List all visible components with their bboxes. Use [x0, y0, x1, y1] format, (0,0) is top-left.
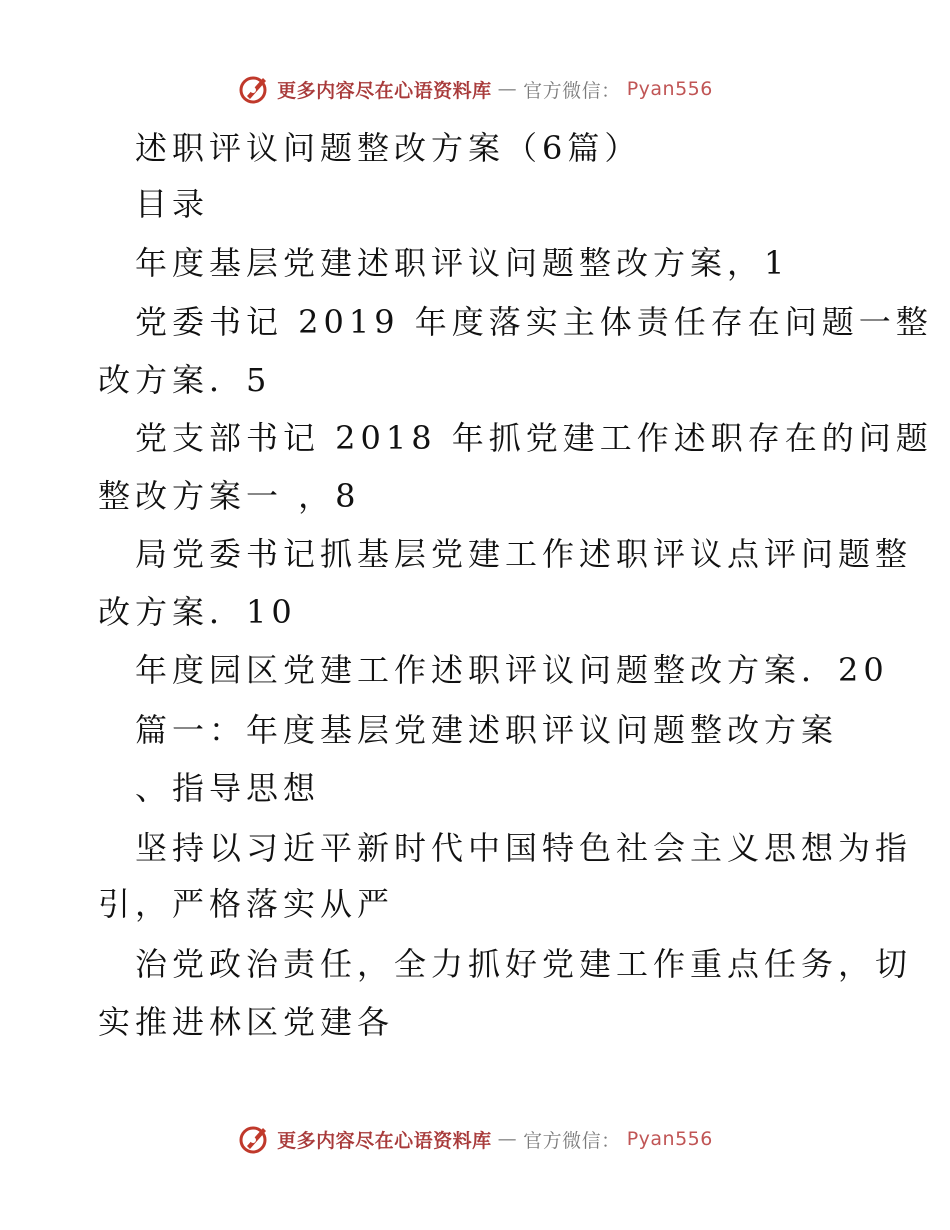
- watermark-wechat: Pyan556: [626, 78, 713, 100]
- watermark-label: 官方微信：: [523, 1129, 621, 1152]
- subheading: 、指导思想: [135, 769, 321, 807]
- watermark-wechat: Pyan556: [626, 1128, 713, 1150]
- document-title: 述职评议问题整改方案（6篇）: [135, 129, 642, 167]
- toc-heading: 目录: [135, 185, 210, 223]
- toc-entry-4: 局党委书记抓基层党建工作述职评议点评问题整: [135, 535, 913, 573]
- watermark-dash: —: [497, 1128, 518, 1150]
- watermark-dash: —: [497, 78, 518, 100]
- watermark-footer: [0, 1122, 950, 1156]
- toc-entry-2-cont: 改方案．5: [98, 361, 272, 399]
- watermark-label: 官方微信：: [523, 79, 621, 102]
- toc-entry-3: 党支部书记 2018 年抓党建工作述职存在的问题: [135, 419, 933, 457]
- toc-entry-1: 年度基层党建述职评议问题整改方案，1: [135, 244, 790, 282]
- toc-entry-4-cont: 改方案．10: [98, 593, 297, 631]
- pen-logo-icon: [237, 72, 271, 106]
- watermark-brand: 更多内容尽在心语资料库: [277, 79, 492, 102]
- pen-logo-icon: [237, 1122, 271, 1156]
- section-title: 篇一：年度基层党建述职评议问题整改方案: [135, 711, 839, 749]
- toc-entry-5: 年度园区党建工作述职评议问题整改方案．20: [135, 651, 889, 689]
- toc-entry-2: 党委书记 2019 年度落实主体责任存在问题一整: [135, 303, 933, 341]
- paragraph-2: 治党政治责任，全力抓好党建工作重点任务，切: [135, 945, 913, 983]
- watermark-brand: 更多内容尽在心语资料库: [277, 1129, 492, 1152]
- paragraph-1: 坚持以习近平新时代中国特色社会主义思想为指: [135, 829, 913, 867]
- paragraph-2-cont: 实推进林区党建各: [98, 1003, 395, 1041]
- paragraph-1-cont: 引，严格落实从严: [98, 885, 395, 923]
- watermark-header: [0, 72, 950, 106]
- toc-entry-3-cont: 整改方案一 ，8: [98, 477, 361, 515]
